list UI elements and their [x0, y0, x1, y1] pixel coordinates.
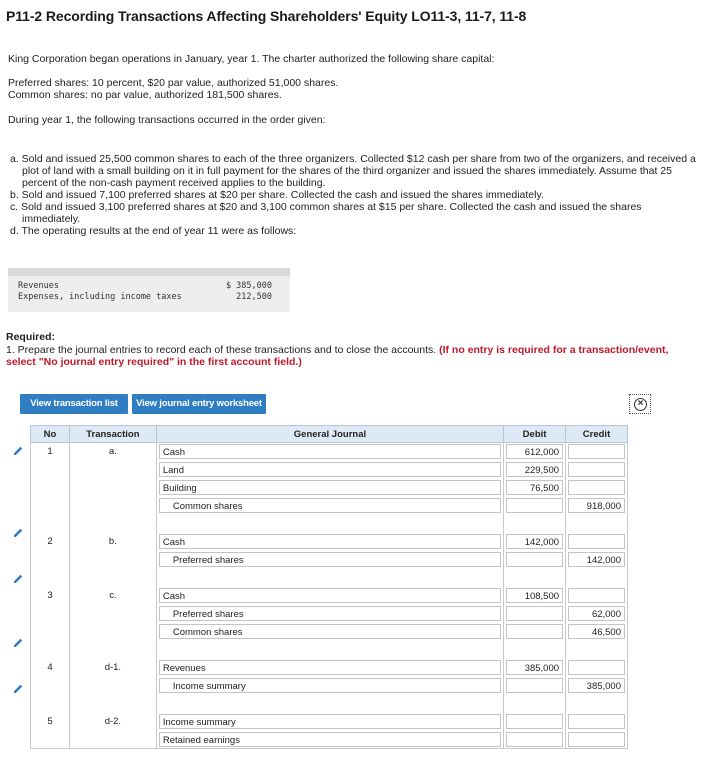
- debit-field[interactable]: 142,000: [506, 534, 563, 549]
- transaction-b: b. Sold and issued 7,100 preferred shares at $20 per share. Collected the cash and issued the shares immediately.: [10, 189, 544, 201]
- transactions-intro: During year 1, the following transactions occurred in the order given:: [8, 114, 326, 126]
- general-journal-table: [30, 425, 628, 749]
- debit-field[interactable]: 76,500: [506, 480, 563, 495]
- edit-entry-icon[interactable]: [12, 527, 24, 539]
- entry-transaction: d-2.: [104, 716, 122, 727]
- debit-field[interactable]: [506, 714, 563, 729]
- journal-row: [31, 461, 628, 479]
- credit-field[interactable]: [568, 660, 625, 675]
- journal-row: [31, 479, 628, 497]
- credit-field[interactable]: [568, 462, 625, 477]
- entry-transaction: b.: [108, 536, 117, 547]
- transaction-c: c. Sold and issued 3,100 preferred shares at $20 and 3,100 common shares at $15 per share. Collected the cash and issued the shares immediately.: [10, 201, 642, 225]
- expenses-value: 212,500: [236, 292, 272, 302]
- credit-field[interactable]: 385,000: [568, 678, 625, 693]
- account-field[interactable]: Cash: [159, 534, 501, 549]
- entry-number: 2: [47, 536, 53, 547]
- debit-field[interactable]: 108,500: [506, 588, 563, 603]
- intro-text: King Corporation began operations in January, year 1. The charter authorized the following share capital:: [8, 53, 495, 65]
- common-shares-text: Common shares: no par value, authorized 181,500 shares.: [8, 89, 282, 101]
- credit-field[interactable]: [568, 588, 625, 603]
- entry-spacer: [31, 641, 628, 659]
- credit-field[interactable]: [568, 444, 625, 459]
- page-title: P11-2 Recording Transactions Affecting Shareholders' Equity LO11-3, 11-7, 11-8: [6, 8, 527, 24]
- journal-row: [31, 659, 628, 677]
- account-field[interactable]: Revenues: [159, 660, 501, 675]
- header-general-journal: General Journal: [156, 426, 503, 443]
- account-field[interactable]: Income summary: [159, 678, 501, 693]
- header-no: No: [31, 426, 70, 443]
- account-field[interactable]: Building: [159, 480, 501, 495]
- required-text: [6, 344, 700, 368]
- credit-field[interactable]: [568, 714, 625, 729]
- entry-number: 4: [47, 662, 53, 673]
- journal-row: [31, 623, 628, 641]
- entry-transaction: d-1.: [104, 662, 122, 673]
- operating-results-table: [8, 268, 290, 312]
- credit-field[interactable]: [568, 732, 625, 747]
- journal-row: [31, 605, 628, 623]
- entry-spacer: [31, 569, 628, 587]
- debit-field[interactable]: [506, 606, 563, 621]
- entry-number: 3: [47, 590, 53, 601]
- expenses-label: Expenses, including income taxes: [18, 292, 182, 302]
- edit-entry-icon[interactable]: [12, 573, 24, 585]
- account-field[interactable]: Preferred shares: [159, 552, 501, 567]
- transaction-list: [8, 153, 702, 237]
- entry-number: 1: [47, 446, 53, 458]
- preferred-shares-text: Preferred shares: 10 percent, $20 par value, authorized 51,000 shares.: [8, 77, 339, 89]
- entry-transaction: a.: [108, 446, 117, 458]
- view-transaction-list-button[interactable]: View transaction list: [20, 394, 128, 414]
- header-transaction: Transaction: [69, 426, 156, 443]
- account-field[interactable]: Common shares: [159, 498, 501, 513]
- transaction-d: d. The operating results at the end of year 11 were as follows:: [10, 225, 297, 237]
- credit-field[interactable]: [568, 480, 625, 495]
- journal-row: [31, 533, 628, 551]
- credit-field[interactable]: [568, 534, 625, 549]
- account-field[interactable]: Preferred shares: [159, 606, 501, 621]
- edit-entry-icon[interactable]: [12, 683, 24, 695]
- expenses-row: [18, 292, 282, 303]
- journal-row: [31, 587, 628, 605]
- revenues-label: Revenues: [18, 281, 59, 291]
- debit-field[interactable]: 229,500: [506, 462, 563, 477]
- journal-row: [31, 713, 628, 731]
- debit-field[interactable]: [506, 498, 563, 513]
- required-heading: Required:: [6, 331, 56, 343]
- edit-entry-icon[interactable]: [12, 637, 24, 649]
- credit-field[interactable]: 62,000: [568, 606, 625, 621]
- entry-spacer: [31, 695, 628, 713]
- entry-number: 5: [47, 716, 53, 727]
- required-instruction: 1. Prepare the journal entries to record each of these transactions and to close the accounts.: [6, 344, 437, 356]
- edit-entry-icon[interactable]: [12, 445, 24, 457]
- header-credit: Credit: [566, 426, 628, 443]
- account-field[interactable]: Cash: [159, 588, 501, 603]
- journal-row: [31, 677, 628, 695]
- debit-field[interactable]: [506, 624, 563, 639]
- journal-row: [31, 551, 628, 569]
- credit-field[interactable]: 142,000: [568, 552, 625, 567]
- credit-field[interactable]: 46,500: [568, 624, 625, 639]
- journal-row: [31, 443, 628, 461]
- revenues-row: [18, 281, 282, 292]
- journal-row: [31, 497, 628, 515]
- close-button[interactable]: [629, 394, 651, 414]
- account-field[interactable]: Common shares: [159, 624, 501, 639]
- debit-field[interactable]: 385,000: [506, 660, 563, 675]
- account-field[interactable]: Income summary: [159, 714, 501, 729]
- debit-field[interactable]: [506, 678, 563, 693]
- entry-transaction: c.: [109, 590, 117, 601]
- view-journal-worksheet-button[interactable]: View journal entry worksheet: [132, 394, 266, 414]
- entry-spacer: [31, 515, 628, 533]
- transaction-a: a. Sold and issued 25,500 common shares to each of the three organizers. Collected $12 cash per share from two of the organizers, and received a plot of land with a small building on it in full payment for the shares of the third organizer and issued the shares immediately. Assume that 25 percent of the non-cash payment received applies to the building.: [10, 153, 696, 189]
- revenues-value: $ 385,000: [225, 281, 272, 291]
- debit-field[interactable]: [506, 552, 563, 567]
- close-icon: ×: [634, 398, 647, 411]
- debit-field[interactable]: 612,000: [506, 444, 563, 459]
- debit-field[interactable]: [506, 732, 563, 747]
- account-field[interactable]: Land: [159, 462, 501, 477]
- account-field[interactable]: Cash: [159, 444, 501, 459]
- journal-row: [31, 731, 628, 749]
- required-note: (If no entry is required for a transaction/event, select "No journal entry required" in the first account field.): [6, 344, 669, 368]
- credit-field[interactable]: 918,000: [568, 498, 625, 513]
- account-field[interactable]: Retained earnings: [159, 732, 501, 747]
- header-debit: Debit: [504, 426, 566, 443]
